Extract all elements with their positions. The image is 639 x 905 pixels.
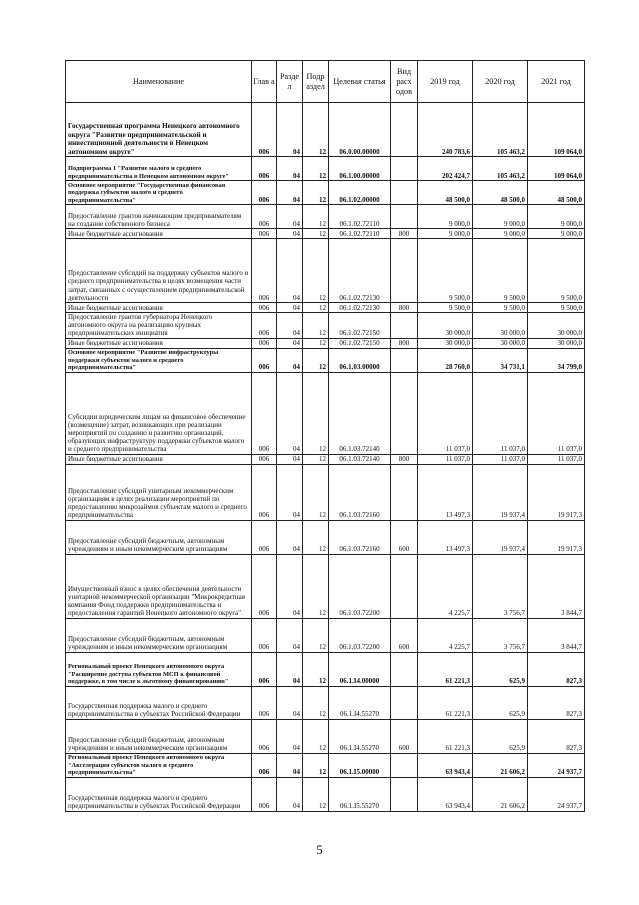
header-podrazdel: Подр аздел [303,61,329,103]
row-name: Региональный проект Ненецкого автономного округа "Акселерация субъектов малого и среднего предпринимательства" [66,753,252,777]
row-amount-2019: 11 037,0 [418,454,473,464]
row-amount-2020: 9 500,0 [473,303,528,313]
row-glava: 006 [252,520,277,554]
table-row [66,753,585,777]
row-amount-2020: 3 756,7 [473,618,528,652]
row-amount-2020: 11 037,0 [473,454,528,464]
table-row [66,181,585,205]
row-amount-2020: 625,9 [473,686,528,719]
row-amount-2020: 19 937,4 [473,464,528,520]
row-target-article: 06.1.I4.55270 [329,686,391,719]
row-target-article: 06.1.02.72130 [329,303,391,313]
row-expense-type: 800 [391,454,418,464]
row-amount-2020: 48 500,0 [473,181,528,205]
row-razdel: 04 [277,554,303,618]
row-glava: 006 [252,464,277,520]
row-razdel: 04 [277,303,303,313]
row-podrazdel: 12 [303,205,329,229]
row-glava: 006 [252,205,277,229]
row-expense-type [391,181,418,205]
row-target-article: 06.1.02.72110 [329,205,391,229]
row-target-article: 06.1.I4.00000 [329,652,391,686]
row-name: Основное мероприятие "Развитие инфраструктуры поддержки субъектов малого и среднего предпринимательства" [66,348,252,372]
row-target-article: 06.1.I5.55270 [329,777,391,811]
row-razdel: 04 [277,618,303,652]
table-row [66,686,585,719]
row-name: Предоставление субсидий бюджетным, автономным учреждениям и иным некоммерческим организациям [66,520,252,554]
row-podrazdel: 12 [303,372,329,454]
row-podrazdel: 12 [303,303,329,313]
row-amount-2020: 9 000,0 [473,205,528,229]
row-amount-2020: 3 756,7 [473,554,528,618]
row-target-article: 06.1.00.00000 [329,157,391,181]
table-row [66,239,585,303]
row-amount-2019: 202 424,7 [418,157,473,181]
row-glava: 006 [252,103,277,157]
row-target-article: 06.1.02.00000 [329,181,391,205]
row-amount-2019: 30 000,0 [418,313,473,339]
row-name: Предоставление субсидий на поддержку субъектов малого и среднего предпринимательства в целях возмещения части затрат, связанных с осуществлением предпринимательской деятельности [66,239,252,303]
row-expense-type: 800 [391,338,418,348]
row-amount-2020: 21 606,2 [473,753,528,777]
header-2020: 2020 год [473,61,528,103]
row-amount-2019: 13 497,3 [418,464,473,520]
table-row [66,229,585,239]
row-name: Имущественный взнос в целях обеспечения деятельности унитарной некоммерческой организации "Микрокредитная компания Фонд поддержки предпринимательства и предоставления гарантий Ненецкого автономного округа" [66,554,252,618]
row-amount-2021: 30 000,0 [528,338,585,348]
row-glava: 006 [252,239,277,303]
row-podrazdel: 12 [303,520,329,554]
row-podrazdel: 12 [303,454,329,464]
table-row [66,157,585,181]
row-target-article: 06.1.03.72140 [329,454,391,464]
row-expense-type: 800 [391,229,418,239]
row-name: Предоставление грантов начинающим предпринимателям на создание собственного бизнеса [66,205,252,229]
row-amount-2021: 827,3 [528,719,585,753]
row-amount-2021: 109 064,0 [528,103,585,157]
row-razdel: 04 [277,229,303,239]
table-row [66,618,585,652]
row-razdel: 04 [277,239,303,303]
row-amount-2019: 9 500,0 [418,303,473,313]
budget-table [65,60,585,812]
row-glava: 006 [252,181,277,205]
row-glava: 006 [252,157,277,181]
row-expense-type [391,554,418,618]
row-amount-2020: 105 463,2 [473,103,528,157]
table-row [66,338,585,348]
row-target-article: 06.1.03.00000 [329,348,391,372]
row-razdel: 04 [277,181,303,205]
row-razdel: 04 [277,454,303,464]
row-target-article: 06.1.03.72200 [329,554,391,618]
row-target-article: 06.1.I5.00000 [329,753,391,777]
row-target-article: 06.1.03.72140 [329,372,391,454]
row-amount-2019: 61 221,3 [418,719,473,753]
page-number: 5 [316,842,323,857]
row-name: Иные бюджетные ассигнования [66,303,252,313]
row-amount-2019: 240 783,6 [418,103,473,157]
row-expense-type [391,239,418,303]
row-podrazdel: 12 [303,686,329,719]
row-expense-type: 600 [391,719,418,753]
row-amount-2021: 11 037,0 [528,372,585,454]
row-amount-2021: 24 937,7 [528,777,585,811]
row-podrazdel: 12 [303,652,329,686]
row-podrazdel: 12 [303,719,329,753]
table-row [66,652,585,686]
row-amount-2019: 4 225,7 [418,554,473,618]
table-row [66,464,585,520]
row-podrazdel: 12 [303,157,329,181]
row-razdel: 04 [277,777,303,811]
table-body [66,103,585,812]
row-razdel: 04 [277,205,303,229]
header-2021: 2021 год [528,61,585,103]
row-razdel: 04 [277,686,303,719]
row-target-article: 06.1.02.72110 [329,229,391,239]
row-name: Предоставление грантов губернатора Ненецкого автономного округа на реализацию крупных предпринимательских инициатив [66,313,252,339]
row-name: Государственная поддержка малого и среднего предпринимательства в субъектах Российской Федерации [66,777,252,811]
row-glava: 006 [252,777,277,811]
row-amount-2020: 19 937,4 [473,520,528,554]
row-name: Иные бюджетные ассигнования [66,229,252,239]
row-expense-type [391,205,418,229]
row-podrazdel: 12 [303,338,329,348]
row-target-article: 06.1.02.72150 [329,313,391,339]
table-row [66,303,585,313]
row-amount-2021: 827,3 [528,652,585,686]
row-amount-2020: 625,9 [473,719,528,753]
table-row [66,205,585,229]
table-row [66,313,585,339]
row-name: Предоставление субсидий унитарным некоммерческим организациям в целях реализации мероприятий по предоставлению микрозаймов субъектам малого и среднего предпринимательства [66,464,252,520]
row-name: Подпрограмма 1 "Развитие малого и среднего предпринимательства в Ненецком автономном округе" [66,157,252,181]
row-amount-2020: 9 500,0 [473,239,528,303]
row-amount-2021: 9 500,0 [528,239,585,303]
row-glava: 006 [252,618,277,652]
header-razdel: Разде л [277,61,303,103]
header-vid: Вид расх одов [391,61,418,103]
row-podrazdel: 12 [303,181,329,205]
row-glava: 006 [252,303,277,313]
row-expense-type [391,686,418,719]
row-amount-2019: 63 943,4 [418,753,473,777]
row-name: Региональный проект Ненецкого автономного округа "Расширение доступа субъектов МСП к финансовой поддержке, в том числе к льготному финансированию" [66,652,252,686]
row-podrazdel: 12 [303,313,329,339]
table-row [66,372,585,454]
row-razdel: 04 [277,719,303,753]
row-expense-type [391,777,418,811]
row-podrazdel: 12 [303,464,329,520]
row-amount-2019: 61 221,3 [418,686,473,719]
row-glava: 006 [252,753,277,777]
row-name: Иные бюджетные ассигнования [66,454,252,464]
row-amount-2019: 9 000,0 [418,205,473,229]
row-razdel: 04 [277,348,303,372]
row-name: Субсидии юридическим лицам на финансовое обеспечение (возмещение) затрат, возникающих при реализации мероприятий по созданию и развитию организаций, образующих инфраструктуру поддержки субъектов малого и среднего предпринимательства [66,372,252,454]
row-amount-2021: 3 844,7 [528,554,585,618]
table-row [66,554,585,618]
row-glava: 006 [252,719,277,753]
row-target-article: 06.1.03.72160 [329,464,391,520]
table-row [66,454,585,464]
table-row [66,520,585,554]
row-expense-type [391,313,418,339]
row-amount-2020: 625,9 [473,652,528,686]
row-target-article: 06.1.I4.55270 [329,719,391,753]
header-row [66,61,585,103]
row-amount-2021: 3 844,7 [528,618,585,652]
row-expense-type [391,372,418,454]
row-glava: 006 [252,372,277,454]
row-amount-2021: 48 500,0 [528,181,585,205]
row-target-article: 06.1.02.72130 [329,239,391,303]
row-amount-2021: 9 000,0 [528,229,585,239]
header-glava: Глав а [252,61,277,103]
header-target: Целевая статья [329,61,391,103]
row-podrazdel: 12 [303,348,329,372]
row-expense-type: 600 [391,618,418,652]
row-amount-2021: 24 937,7 [528,753,585,777]
row-amount-2019: 30 000,0 [418,338,473,348]
row-podrazdel: 12 [303,103,329,157]
row-amount-2020: 30 000,0 [473,313,528,339]
row-name: Предоставление субсидий бюджетным, автономным учреждениям и иным некоммерческим организациям [66,618,252,652]
row-razdel: 04 [277,372,303,454]
row-target-article: 06.1.03.72200 [329,618,391,652]
row-target-article: 06.1.02.72150 [329,338,391,348]
table-row [66,348,585,372]
row-amount-2021: 19 917,3 [528,464,585,520]
row-razdel: 04 [277,157,303,181]
row-amount-2020: 34 731,1 [473,348,528,372]
table-row [66,777,585,811]
row-glava: 006 [252,338,277,348]
row-expense-type [391,157,418,181]
row-amount-2019: 61 221,3 [418,652,473,686]
row-razdel: 04 [277,520,303,554]
row-amount-2019: 13 497,3 [418,520,473,554]
row-expense-type: 800 [391,303,418,313]
table-row [66,103,585,157]
row-podrazdel: 12 [303,239,329,303]
row-amount-2019: 9 500,0 [418,239,473,303]
row-amount-2020: 21 606,2 [473,777,528,811]
row-name: Предоставление субсидий бюджетным, автономным учреждениям и иным некоммерческим организациям [66,719,252,753]
row-expense-type [391,348,418,372]
row-razdel: 04 [277,313,303,339]
row-target-article: 06.0.00.00000 [329,103,391,157]
row-amount-2019: 48 500,0 [418,181,473,205]
row-amount-2021: 109 064,0 [528,157,585,181]
header-2019: 2019 год [418,61,473,103]
row-podrazdel: 12 [303,554,329,618]
row-podrazdel: 12 [303,618,329,652]
row-amount-2020: 9 000,0 [473,229,528,239]
row-amount-2020: 11 037,0 [473,372,528,454]
row-podrazdel: 12 [303,753,329,777]
row-razdel: 04 [277,753,303,777]
row-amount-2021: 30 000,0 [528,313,585,339]
row-amount-2021: 11 037,0 [528,454,585,464]
row-amount-2021: 19 917,3 [528,520,585,554]
row-podrazdel: 12 [303,777,329,811]
row-razdel: 04 [277,464,303,520]
row-target-article: 06.1.03.72160 [329,520,391,554]
row-expense-type [391,464,418,520]
row-name: Государственная программа Ненецкого автономного округа "Развитие предпринимательской и инвестиционной деятельности в Ненецком автономном округе" [66,103,252,157]
table-row [66,719,585,753]
row-name: Основное мероприятие "Государственная финансовая поддержка субъектов малого и среднего предпринимательства" [66,181,252,205]
row-amount-2021: 9 000,0 [528,205,585,229]
row-amount-2021: 827,3 [528,686,585,719]
row-expense-type [391,753,418,777]
row-glava: 006 [252,313,277,339]
row-glava: 006 [252,652,277,686]
row-razdel: 04 [277,652,303,686]
row-expense-type [391,652,418,686]
row-name: Иные бюджетные ассигнования [66,338,252,348]
row-glava: 006 [252,454,277,464]
row-amount-2019: 11 037,0 [418,372,473,454]
row-amount-2019: 9 000,0 [418,229,473,239]
row-glava: 006 [252,229,277,239]
row-glava: 006 [252,348,277,372]
row-amount-2020: 30 000,0 [473,338,528,348]
row-amount-2019: 28 760,0 [418,348,473,372]
row-amount-2019: 4 225,7 [418,618,473,652]
row-amount-2019: 63 943,4 [418,777,473,811]
row-razdel: 04 [277,338,303,348]
row-expense-type [391,103,418,157]
row-expense-type: 600 [391,520,418,554]
row-razdel: 04 [277,103,303,157]
row-amount-2020: 105 463,2 [473,157,528,181]
row-name: Государственная поддержка малого и среднего предпринимательства в субъектах Российской Федерации [66,686,252,719]
row-glava: 006 [252,554,277,618]
row-amount-2021: 9 500,0 [528,303,585,313]
row-podrazdel: 12 [303,229,329,239]
header-name: Наименование [66,61,252,103]
row-glava: 006 [252,686,277,719]
row-amount-2021: 34 799,0 [528,348,585,372]
